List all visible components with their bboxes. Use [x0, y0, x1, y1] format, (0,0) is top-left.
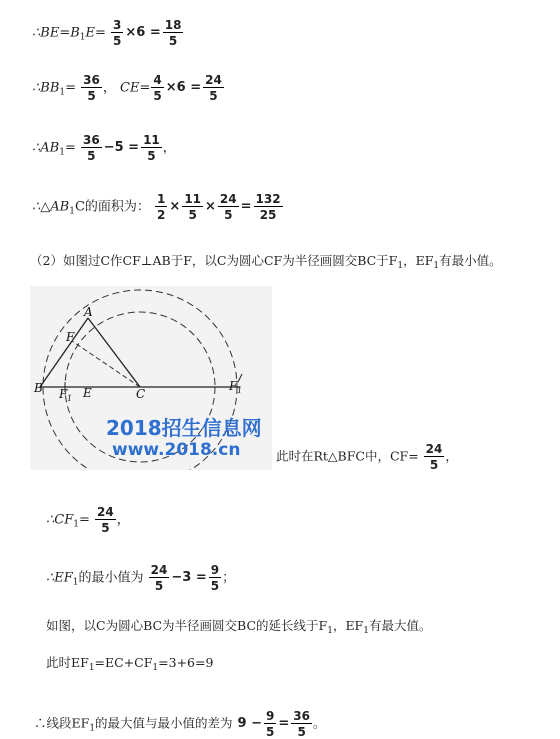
line-cf	[72, 341, 140, 387]
text: ，	[102, 80, 116, 96]
fraction: $\frac{132}{25}$	[255, 192, 281, 222]
text: =EC+CF	[94, 655, 153, 670]
sub: 1	[363, 626, 369, 636]
fraction: $\frac{11}{5}$	[143, 133, 160, 163]
label-f1-sub: 1	[67, 394, 73, 403]
fraction: $\frac{18}{5}$	[164, 18, 182, 48]
operator: =	[240, 199, 252, 214]
sub: 1	[89, 723, 96, 734]
text: =	[64, 140, 76, 156]
line-ac	[88, 318, 140, 387]
line-cf-value	[276, 442, 458, 472]
line-ef1-max	[46, 655, 213, 671]
sub: 1	[69, 206, 75, 217]
operator: ×	[205, 199, 216, 214]
text: ∴BE=B	[32, 25, 80, 41]
text: 有最大值。	[368, 618, 432, 633]
label-c: C	[136, 387, 146, 401]
fraction: $\frac{24}{5}$	[97, 505, 114, 535]
text: C的面积为：	[74, 199, 150, 215]
watermark-url: www.2018.cn	[112, 440, 241, 460]
text: ，EF	[403, 253, 434, 268]
text: 此时EF	[46, 655, 89, 670]
sub: 1	[327, 626, 333, 636]
fraction: $\frac{36}{5}$	[83, 73, 100, 103]
label-a: A	[84, 305, 93, 319]
sub: 1	[88, 663, 95, 673]
tick-f1r	[238, 374, 242, 382]
label-e: E	[83, 386, 92, 400]
line-ba	[40, 318, 88, 387]
text: =	[78, 512, 90, 528]
line-final	[34, 709, 326, 739]
fraction: $\frac{4}{5}$	[153, 73, 162, 103]
text: ，	[445, 448, 458, 464]
fraction: $\frac{1}{2}$	[157, 192, 166, 222]
line-max-text	[46, 618, 432, 634]
fraction: $\frac{24}{5}$	[425, 442, 443, 472]
text: ，	[162, 140, 176, 156]
text: 此时在Rt△BFC中，CF=	[276, 448, 419, 464]
sub: 1	[79, 32, 86, 43]
fraction: $\frac{24}{5}$	[219, 192, 237, 222]
line-area	[32, 192, 284, 222]
operator: −5 =	[103, 140, 140, 155]
label-f1: F	[59, 387, 68, 401]
text: ∴EF	[46, 570, 73, 586]
label-f1-right: F	[229, 379, 238, 393]
line-ef1-min	[46, 563, 235, 593]
label-f: F	[66, 330, 75, 344]
fraction: $\frac{9}{5}$	[210, 563, 220, 593]
fraction: $\frac{24}{5}$	[205, 73, 222, 103]
text: 如图，以C为圆心BC为半径画圆交BC的延长线于F	[46, 618, 328, 633]
line-bb1	[32, 73, 225, 103]
text: =3+6=9	[158, 655, 214, 670]
text: ∴AB	[32, 140, 60, 156]
watermark-title: 2018招生信息网	[106, 416, 262, 440]
operator: ×6 =	[165, 80, 202, 95]
line-cf1	[46, 505, 130, 535]
fraction: $\frac{24}{5}$	[150, 563, 168, 593]
sub: 1	[59, 147, 65, 158]
fraction: $\frac{36}{5}$	[83, 133, 100, 163]
part2-text	[30, 253, 502, 269]
sub: 1	[433, 261, 440, 271]
text: ，EF	[332, 618, 364, 633]
text: 。	[312, 715, 326, 731]
operator: −3 =	[171, 570, 207, 585]
text: 的最小值为	[78, 570, 144, 586]
operator: ×	[169, 199, 181, 214]
text: 的最大值与最小值的差为	[95, 715, 233, 731]
text: ∴△AB	[32, 199, 70, 215]
fraction: $\frac{9}{5}$	[266, 709, 275, 739]
operator: 9 −	[237, 716, 263, 731]
sub: 1	[59, 87, 66, 98]
label-b: B	[34, 381, 43, 395]
text: =	[65, 80, 77, 96]
fraction: $\frac{3}{5}$	[113, 18, 122, 48]
text: CE=	[120, 80, 151, 96]
operator: =	[278, 716, 290, 731]
sub: 1	[152, 663, 159, 673]
text: ；	[222, 570, 236, 586]
text: （2）如图过C作CF⊥AB于F，以C为圆心CF为半径画圆交BC于F	[30, 253, 398, 268]
operator: ×6 =	[125, 25, 161, 40]
line-be	[32, 18, 184, 48]
fraction: $\frac{36}{5}$	[293, 709, 310, 739]
sub: 1	[397, 261, 404, 271]
text: ∴CF	[46, 512, 74, 528]
text: ∴BB	[32, 80, 60, 96]
text: ∴线段EF	[34, 715, 90, 731]
text: 有最小值。	[439, 253, 502, 268]
text: ，	[116, 512, 130, 528]
text: E=	[85, 25, 106, 41]
fraction: $\frac{11}{5}$	[184, 192, 202, 222]
line-ab1	[32, 133, 176, 163]
label-f1-right-sub: 1	[237, 386, 243, 395]
sub: 1	[73, 519, 79, 530]
sub: 1	[72, 577, 79, 588]
